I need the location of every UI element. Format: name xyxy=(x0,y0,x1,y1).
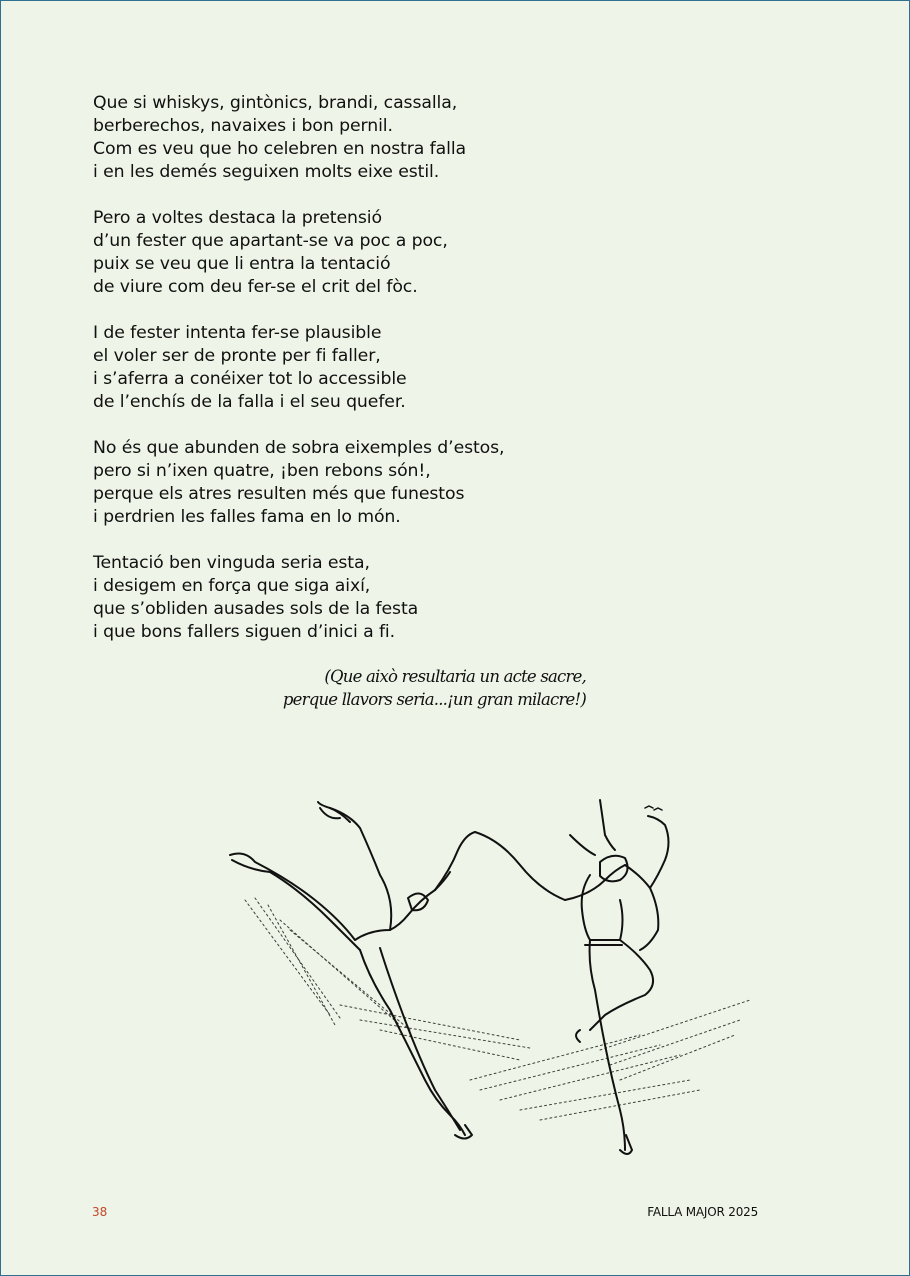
page-number: 38 xyxy=(92,1205,108,1219)
poem-line: de viure com deu fer-se el crit del fòc. xyxy=(93,277,418,297)
poem-line: que s’obliden ausades sols de la festa xyxy=(93,599,419,619)
poem-line: i s’aferra a conéixer tot lo accessible xyxy=(93,369,407,389)
poem-line: el voler ser de pronte per fi faller, xyxy=(93,346,381,366)
dancing-figures-illustration xyxy=(220,780,760,1170)
poem-line: i perdrien les falles fama en lo món. xyxy=(93,507,401,527)
poem-line: pero si n’ixen quatre, ¡ben rebons són!, xyxy=(93,461,431,481)
publication-title: FALLA MAJOR 2025 xyxy=(647,1205,758,1219)
poem-line: puix se veu que li entra la tentació xyxy=(93,254,391,274)
stanza xyxy=(93,322,653,414)
poem-line: perque els atres resulten més que funestos xyxy=(93,484,465,504)
closing-line: perque llavors seria...¡un gran milacre!) xyxy=(282,690,586,709)
poem-line: i en les demés seguixen molts eixe estil. xyxy=(93,162,440,182)
poem-line: Tentació ben vinguda seria esta, xyxy=(93,553,370,573)
poem-line: d’un fester que apartant-se va poc a poc, xyxy=(93,231,448,251)
closing-couplet xyxy=(230,665,586,711)
poem-line: de l’enchís de la falla i el seu quefer. xyxy=(93,392,406,412)
poem-line: i que bons fallers siguen d’inici a fi. xyxy=(93,622,396,642)
closing-line: (Que això resultaria un acte sacre, xyxy=(324,667,586,686)
stanza xyxy=(93,92,653,184)
poem-line: I de fester intenta fer-se plausible xyxy=(93,323,382,343)
poem-line: Que si whiskys, gintònics, brandi, cassalla, xyxy=(93,93,458,113)
poem-body xyxy=(93,92,653,667)
stanza xyxy=(93,552,653,644)
stanza xyxy=(93,207,653,299)
poem-line: Pero a voltes destaca la pretensió xyxy=(93,208,382,228)
stanza xyxy=(93,437,653,529)
poem-line: Com es veu que ho celebren en nostra falla xyxy=(93,139,467,159)
poem-line: No és que abunden de sobra eixemples d’estos, xyxy=(93,438,505,458)
poem-line: berberechos, navaixes i bon pernil. xyxy=(93,116,393,136)
poem-line: i desigem en força que siga així, xyxy=(93,576,371,596)
